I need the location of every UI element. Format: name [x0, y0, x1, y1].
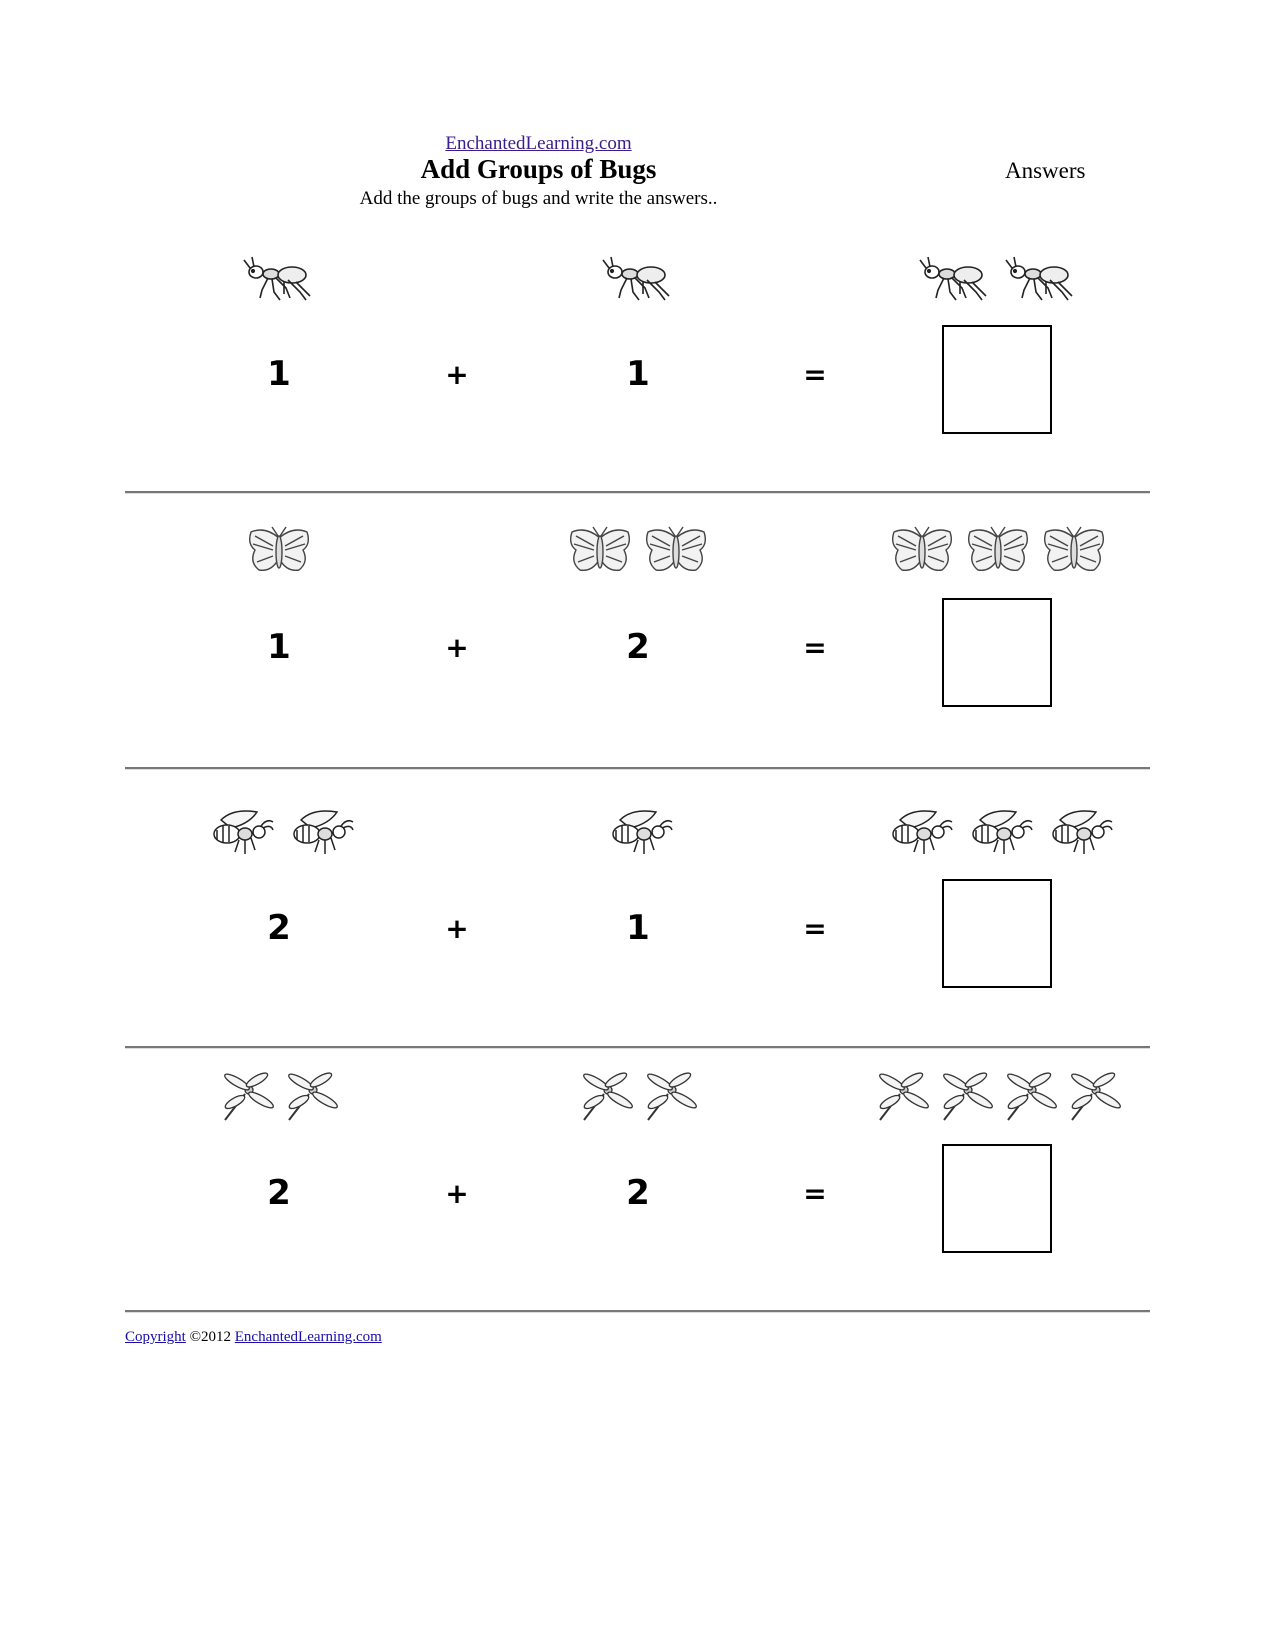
left-bug-group — [179, 513, 379, 593]
divider — [125, 767, 1150, 770]
answer-box[interactable] — [942, 879, 1052, 988]
ant-icon — [916, 252, 994, 309]
problem-row-dragonfly — [0, 1059, 1275, 1339]
plus-sign: + — [445, 1177, 469, 1210]
problem-row-butterfly — [0, 513, 1275, 793]
dragonfly-icon — [874, 1070, 930, 1129]
ant-icon — [599, 252, 677, 309]
ant-icon — [240, 252, 318, 309]
equals-sign: = — [803, 631, 827, 664]
plus-sign: + — [445, 631, 469, 664]
dragonfly-icon — [283, 1070, 339, 1129]
bee-icon — [602, 804, 674, 865]
butterfly-icon — [566, 524, 634, 583]
page-title: Add Groups of Bugs — [420, 154, 657, 184]
bee-icon — [962, 804, 1034, 865]
left-bug-group — [179, 794, 379, 874]
left-number: 1 — [267, 354, 291, 394]
footer — [125, 1329, 382, 1346]
total-bug-group — [848, 513, 1148, 593]
instructions: Add the groups of bugs and write the answers.. — [359, 188, 718, 209]
total-bug-group — [848, 1059, 1148, 1139]
butterfly-icon — [642, 524, 710, 583]
plus-sign: + — [445, 912, 469, 945]
butterfly-icon — [245, 524, 313, 583]
dragonfly-icon — [219, 1070, 275, 1129]
total-bug-group — [848, 794, 1148, 874]
bee-icon — [882, 804, 954, 865]
left-number: 2 — [267, 908, 291, 948]
left-bug-group — [179, 240, 379, 320]
right-bug-group — [538, 240, 738, 320]
ant-icon — [1002, 252, 1080, 309]
dragonfly-icon — [1066, 1070, 1122, 1129]
answer-box[interactable] — [942, 1144, 1052, 1253]
bee-icon — [203, 804, 275, 865]
left-number: 2 — [267, 1173, 291, 1213]
right-number: 1 — [626, 354, 650, 394]
butterfly-icon — [964, 524, 1032, 583]
dragonfly-icon — [1002, 1070, 1058, 1129]
equals-sign: = — [803, 1177, 827, 1210]
right-bug-group — [538, 794, 738, 874]
butterfly-icon — [888, 524, 956, 583]
copyright-link[interactable]: Copyright — [125, 1329, 186, 1345]
bee-icon — [283, 804, 355, 865]
footer-site-link[interactable]: EnchantedLearning.com — [234, 1329, 382, 1345]
left-number: 1 — [267, 627, 291, 667]
right-number: 1 — [626, 908, 650, 948]
right-bug-group — [538, 513, 738, 593]
divider — [125, 1046, 1150, 1049]
problem-row-ant — [0, 240, 1275, 520]
right-bug-group — [538, 1059, 738, 1139]
problem-row-bee — [0, 794, 1275, 1074]
answer-box[interactable] — [942, 325, 1052, 434]
equals-sign: = — [803, 358, 827, 391]
site-link[interactable]: EnchantedLearning.com — [445, 133, 632, 154]
dragonfly-icon — [578, 1070, 634, 1129]
copyright-year: ©2012 — [185, 1329, 235, 1345]
dragonfly-icon — [642, 1070, 698, 1129]
bee-icon — [1042, 804, 1114, 865]
equals-sign: = — [803, 912, 827, 945]
right-number: 2 — [626, 627, 650, 667]
answers-label: Answers — [1005, 158, 1086, 183]
divider — [125, 491, 1150, 494]
total-bug-group — [848, 240, 1148, 320]
right-number: 2 — [626, 1173, 650, 1213]
plus-sign: + — [445, 358, 469, 391]
dragonfly-icon — [938, 1070, 994, 1129]
answer-box[interactable] — [942, 598, 1052, 707]
divider — [125, 1310, 1150, 1313]
left-bug-group — [179, 1059, 379, 1139]
butterfly-icon — [1040, 524, 1108, 583]
